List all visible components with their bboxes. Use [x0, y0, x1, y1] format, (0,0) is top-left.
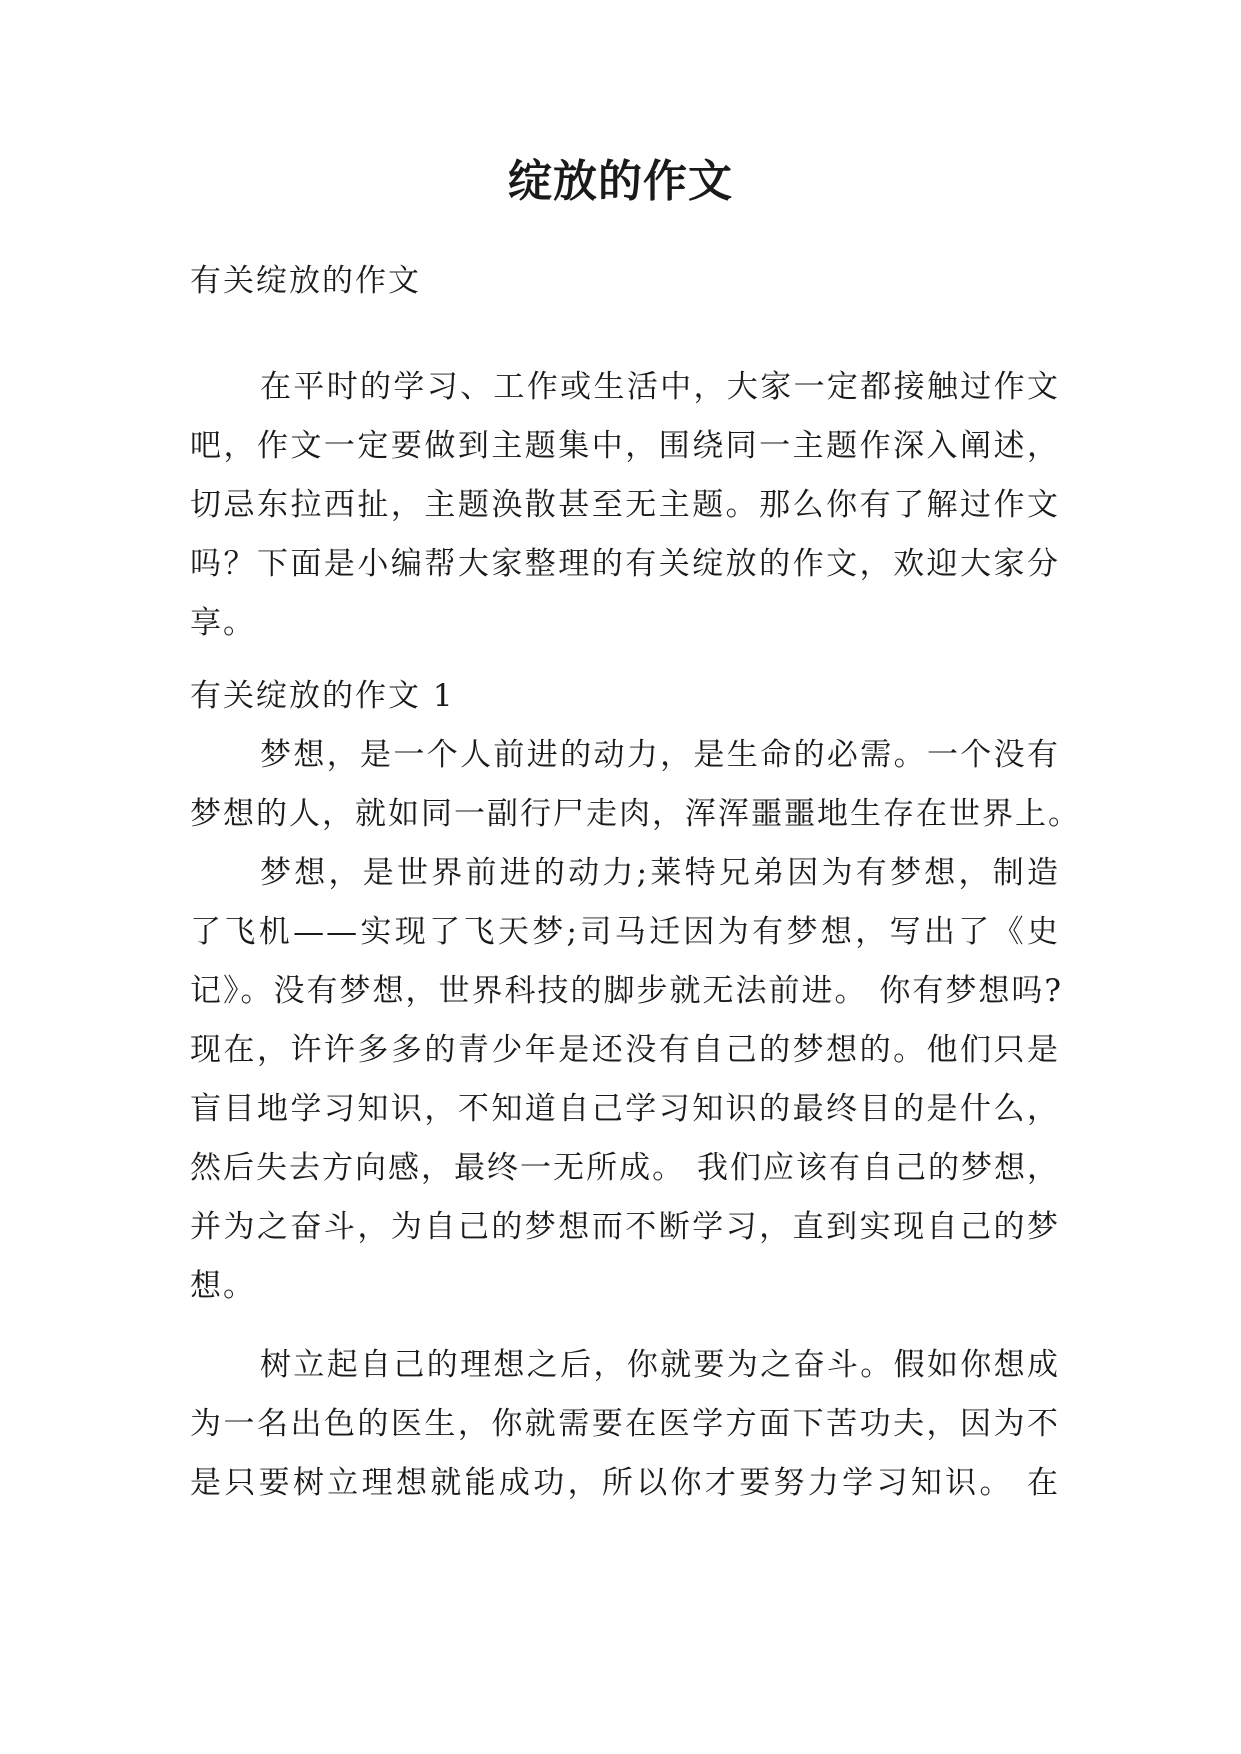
essay-paragraph-3	[190, 1336, 1060, 1513]
intro-line: 在平时的学习、工作或生活中，大家一定都接触过作文	[260, 369, 1060, 405]
essay-paragraph-1	[190, 726, 1081, 844]
essay-line: 想。	[190, 1268, 256, 1304]
document-title: 绽放的作文	[508, 156, 733, 207]
intro-line: 吗？下面是小编帮大家整理的有关绽放的作文，欢迎大家分	[190, 546, 1060, 582]
intro-line: 享。	[190, 605, 256, 641]
intro-line: 吧，作文一定要做到主题集中，围绕同一主题作深入阐述，	[190, 428, 1060, 464]
essay-line: 是只要树立理想就能成功，所以你才要努力学习知识。 在	[190, 1465, 1060, 1501]
essay-line: 盲目地学习知识，不知道自己学习知识的最终目的是什么，	[190, 1091, 1060, 1127]
essay-line: 记》。没有梦想，世界科技的脚步就无法前进。 你有梦想吗?	[190, 973, 1063, 1009]
essay-line: 现在，许许多多的青少年是还没有自己的梦想的。他们只是	[190, 1032, 1060, 1068]
essay-line: 梦想，是一个人前进的动力，是生命的必需。一个没有	[260, 737, 1060, 773]
intro-line: 切忌东拉西扯，主题涣散甚至无主题。那么你有了解过作文	[190, 487, 1060, 523]
essay-paragraph-2	[190, 844, 1063, 1316]
document-subtitle: 有关绽放的作文	[190, 263, 421, 299]
essay-line: 然后失去方向感，最终一无所成。 我们应该有自己的梦想，	[190, 1150, 1060, 1186]
essay-line: 为一名出色的医生，你就需要在医学方面下苦功夫，因为不	[190, 1406, 1060, 1442]
essay-line: 梦想，是世界前进的动力;莱特兄弟因为有梦想，制造	[260, 855, 1060, 891]
essay-line: 并为之奋斗，为自己的梦想而不断学习，直到实现自己的梦	[190, 1209, 1060, 1245]
essay-line: 树立起自己的理想之后，你就要为之奋斗。假如你想成	[260, 1347, 1060, 1383]
essay-heading: 有关绽放的作文 1	[190, 678, 455, 714]
intro-paragraph	[190, 358, 1060, 653]
essay-line: 梦想的人，就如同一副行尸走肉，浑浑噩噩地生存在世界上。	[190, 796, 1081, 832]
essay-line: 了飞机——实现了飞天梦;司马迁因为有梦想，写出了《史	[190, 914, 1060, 950]
